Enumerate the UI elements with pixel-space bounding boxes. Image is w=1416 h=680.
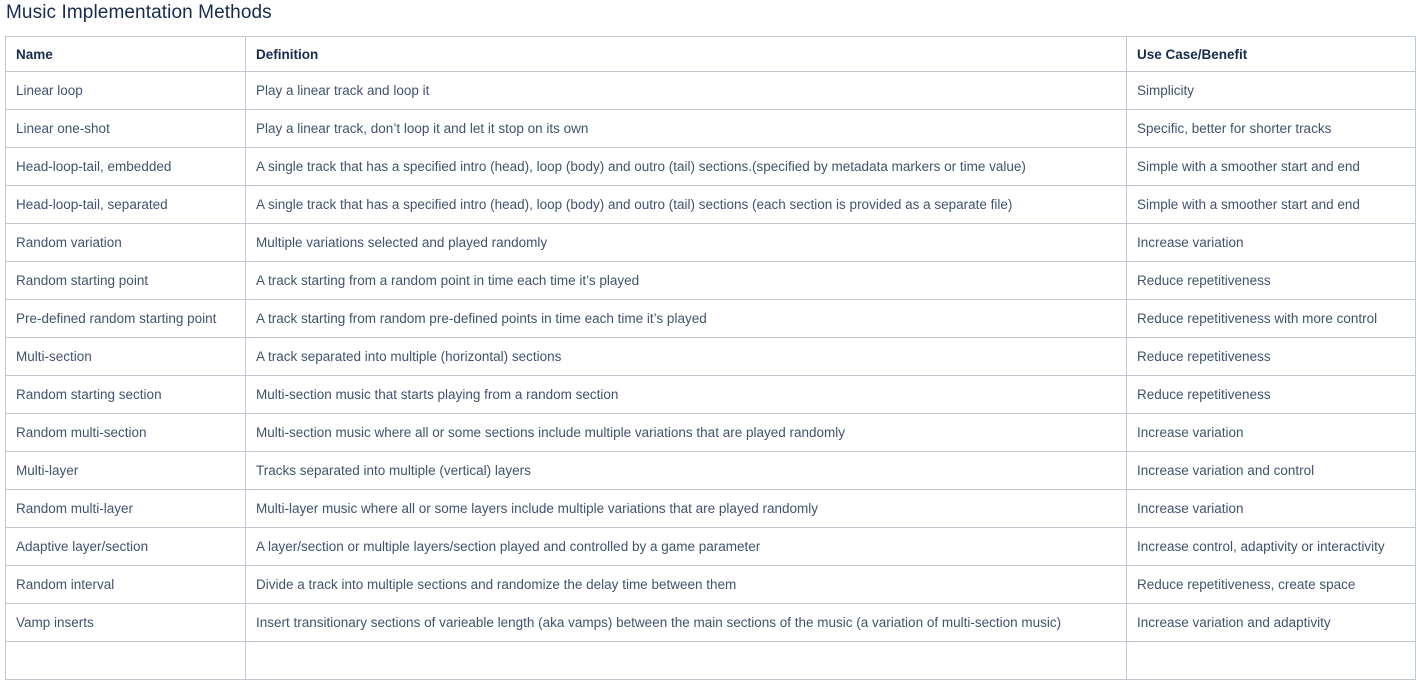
- cell-definition: Multiple variations selected and played randomly: [246, 224, 1127, 262]
- cell-name: Multi-section: [6, 338, 246, 376]
- cell-definition: [246, 642, 1127, 680]
- cell-use-case: [1127, 642, 1416, 680]
- cell-use-case: Reduce repetitiveness with more control: [1127, 300, 1416, 338]
- column-header-name[interactable]: Name: [6, 37, 246, 72]
- cell-use-case: Reduce repetitiveness, create space: [1127, 566, 1416, 604]
- cell-use-case: Reduce repetitiveness: [1127, 262, 1416, 300]
- cell-name: Random variation: [6, 224, 246, 262]
- table-row: [6, 224, 1416, 262]
- cell-use-case: Increase variation: [1127, 490, 1416, 528]
- cell-definition: A track separated into multiple (horizontal) sections: [246, 338, 1127, 376]
- table-row: [6, 604, 1416, 642]
- table-row: [6, 376, 1416, 414]
- cell-definition: Multi-layer music where all or some layers include multiple variations that are played randomly: [246, 490, 1127, 528]
- cell-use-case: Reduce repetitiveness: [1127, 376, 1416, 414]
- table-row: [6, 148, 1416, 186]
- cell-definition: A single track that has a specified intro (head), loop (body) and outro (tail) sections (each section is provided as a separate file): [246, 186, 1127, 224]
- cell-name: Random interval: [6, 566, 246, 604]
- cell-use-case: Increase variation and control: [1127, 452, 1416, 490]
- cell-definition: A track starting from a random point in time each time it’s played: [246, 262, 1127, 300]
- methods-table: [5, 36, 1416, 680]
- cell-use-case: Increase control, adaptivity or interactivity: [1127, 528, 1416, 566]
- table-row: [6, 186, 1416, 224]
- cell-name: Random starting section: [6, 376, 246, 414]
- cell-name: Vamp inserts: [6, 604, 246, 642]
- cell-name: Adaptive layer/section: [6, 528, 246, 566]
- cell-use-case: Simple with a smoother start and end: [1127, 186, 1416, 224]
- table-row: [6, 262, 1416, 300]
- cell-name: Pre-defined random starting point: [6, 300, 246, 338]
- table-row: [6, 72, 1416, 110]
- table-row: [6, 110, 1416, 148]
- table-row: [6, 528, 1416, 566]
- table-row: [6, 414, 1416, 452]
- cell-definition: A track starting from random pre-defined points in time each time it’s played: [246, 300, 1127, 338]
- cell-name: Linear loop: [6, 72, 246, 110]
- cell-definition: Insert transitionary sections of varieable length (aka vamps) between the main sections of the music (a variation of multi-section music): [246, 604, 1127, 642]
- column-header-use-case[interactable]: Use Case/Benefit: [1127, 37, 1416, 72]
- cell-use-case: Increase variation: [1127, 224, 1416, 262]
- header-row: [6, 37, 1416, 72]
- cell-definition: Divide a track into multiple sections and randomize the delay time between them: [246, 566, 1127, 604]
- cell-definition: A layer/section or multiple layers/section played and controlled by a game parameter: [246, 528, 1127, 566]
- page-title: Music Implementation Methods: [6, 2, 272, 23]
- table-row: [6, 642, 1416, 680]
- table-row: [6, 338, 1416, 376]
- cell-name: Random starting point: [6, 262, 246, 300]
- table-body: [6, 72, 1416, 680]
- cell-name: Multi-layer: [6, 452, 246, 490]
- cell-name: Head-loop-tail, separated: [6, 186, 246, 224]
- table-header: [6, 37, 1416, 72]
- cell-definition: Multi-section music that starts playing from a random section: [246, 376, 1127, 414]
- cell-use-case: Simplicity: [1127, 72, 1416, 110]
- cell-definition: Play a linear track, don’t loop it and let it stop on its own: [246, 110, 1127, 148]
- cell-use-case: Reduce repetitiveness: [1127, 338, 1416, 376]
- table-row: [6, 300, 1416, 338]
- cell-name: Random multi-layer: [6, 490, 246, 528]
- cell-definition: A single track that has a specified intro (head), loop (body) and outro (tail) sections.(specified by metadata markers or time value): [246, 148, 1127, 186]
- column-header-definition[interactable]: Definition: [246, 37, 1127, 72]
- cell-use-case: Simple with a smoother start and end: [1127, 148, 1416, 186]
- cell-use-case: Increase variation: [1127, 414, 1416, 452]
- cell-name: Linear one-shot: [6, 110, 246, 148]
- table-row: [6, 452, 1416, 490]
- cell-definition: Multi-section music where all or some sections include multiple variations that are played randomly: [246, 414, 1127, 452]
- table-row: [6, 566, 1416, 604]
- cell-name: Random multi-section: [6, 414, 246, 452]
- table-row: [6, 490, 1416, 528]
- cell-use-case: Specific, better for shorter tracks: [1127, 110, 1416, 148]
- cell-name: Head-loop-tail, embedded: [6, 148, 246, 186]
- cell-definition: Play a linear track and loop it: [246, 72, 1127, 110]
- cell-definition: Tracks separated into multiple (vertical) layers: [246, 452, 1127, 490]
- cell-name: [6, 642, 246, 680]
- cell-use-case: Increase variation and adaptivity: [1127, 604, 1416, 642]
